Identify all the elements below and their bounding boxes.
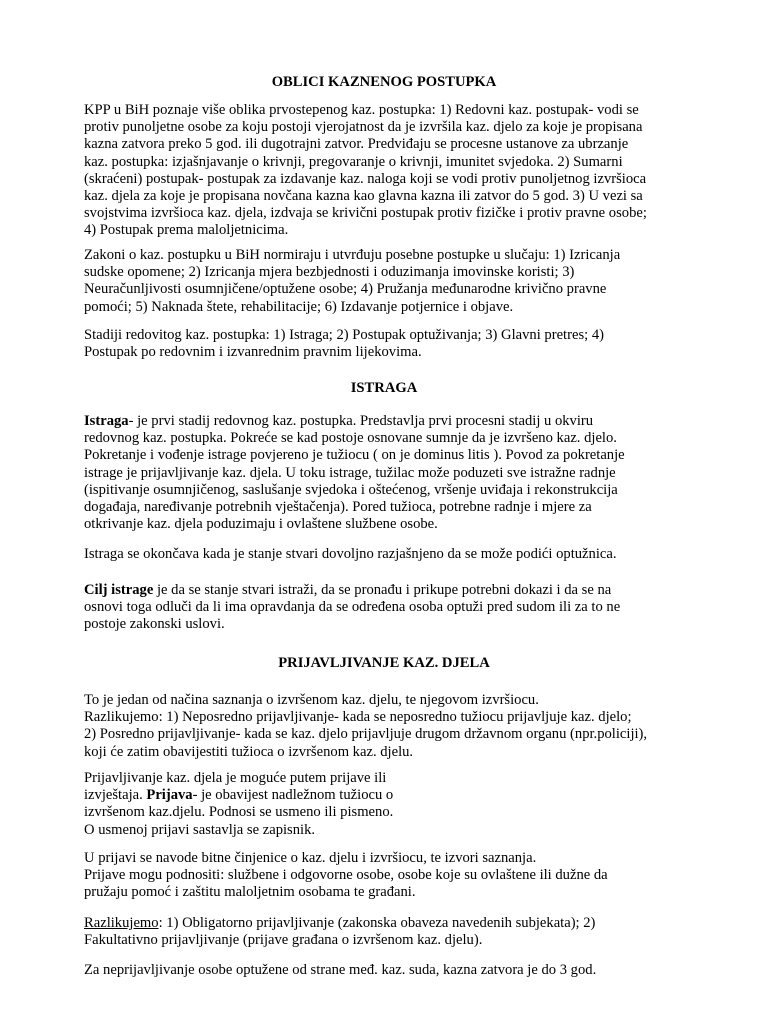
paragraph-zakoni (84, 247, 684, 316)
text-line: pomoći; 5) Naknada štete, rehabilitacije; 6) Izdavanje potjernice i objave. (84, 298, 514, 315)
text-line: koji će zatim obavijestiti tužioca o izvršenom kaz. djelu. (84, 743, 414, 760)
text-line: otkrivanje kaz. djela poduzimaju i ovlaštene službene osobe. (84, 516, 438, 533)
text-line: U prijavi se navode bitne činjenice o kaz. djelu i izvršiocu, te izvori saznanja. (84, 850, 537, 866)
heading-istraga: ISTRAGA (350, 380, 418, 396)
text-line: Prijavljivanje kaz. djela je moguće putem prijave ili (84, 770, 387, 786)
text-fragment: izvještaja. (84, 787, 147, 804)
text-line: (ispitivanje osumnjičenog, saslušanje svjedoka i oštećenog, vršenje uviđaja i rekonstrukcija (84, 481, 618, 498)
text-line: osnovi toga odluči da li ima opravdanja da se određena osoba optuži pred sudom ili za to ne (84, 599, 621, 616)
text-line: Prijave mogu podnositi: službene i odgovorne osobe, osobe koje su ovlaštene ili dužne da (84, 867, 608, 884)
text-fragment: - je obavijest nadležnom tužiocu o (192, 787, 394, 804)
paragraph-cilj (84, 582, 684, 634)
paragraph-okoncanje (84, 546, 684, 563)
term-razlikujemo: Razlikujemo (84, 915, 159, 931)
heading-oblici: OBLICI KAZNENOG POSTUPKA (271, 74, 497, 90)
text-line: O usmenoj prijavi sastavlja se zapisnik. (84, 821, 316, 838)
text-line: pružaju pomoć i zaštitu maloljetnim osobama te građani. (84, 884, 416, 901)
paragraph-stadiji (84, 327, 684, 361)
paragraph-prijava (84, 770, 684, 839)
text-line: Razlikujemo: 1) Neposredno prijavljivanje- kada se neposredno tužiocu prijavljuje kaz. djelo; (84, 709, 632, 726)
text-fragment: - je prvi stadij redovnog kaz. postupka. Predstavlja prvi procesni stadij u okviru (128, 413, 594, 429)
text-line: kaz. djela za koje je propisana novčana kazna kao glavna kazna ili zatvor do 5 god. 3) U vezi sa (84, 188, 643, 205)
text-line: događaja, naređivanje potrebnih vještačenja). Pored tužioca, potrebne radnje i mjere za (84, 499, 592, 516)
text-line: Pokretanje i vođenje istrage povjereno je tužiocu ( on je dominus litis ). Povod za pokretanje (84, 447, 625, 464)
text-line: Postupak po redovnim i izvanrednim pravnim lijekovima. (84, 344, 422, 361)
text-line: Zakoni o kaz. postupku u BiH normiraju i utvrđuju posebne postupke u slučaju: 1) Izricanja (84, 247, 621, 263)
text-line: Za neprijavljivanje osobe optužene od strane međ. kaz. suda, kazna zatvora je do 3 god. (84, 962, 597, 978)
heading-prijavljivanje: PRIJAVLJIVANJE KAZ. DJELA (278, 655, 490, 671)
paragraph-istraga (84, 413, 684, 533)
text-line: kazna zatvora preko 5 god. ili dugotrajni zatvor. Predviđaju se procesne ustanove za ubrzanje (84, 136, 629, 153)
paragraph-nacini (84, 692, 684, 761)
term-prijava: Prijava (146, 787, 193, 804)
text-line: kaz. postupka: izjašnjavanje o krivnji, pregovaranje o krivnji, imunitet svjedoka. 2) Sumarni (84, 153, 623, 170)
text-line: redovnog kaz. postupka. Pokreće se kad postoje osnovane sumnje da je izvršeno kaz. djelo. (84, 430, 617, 447)
paragraph-neprijavljivanje (84, 962, 684, 979)
text-line: Neuračunljivosti osumnjičene/optužene osobe; 4) Pružanja međunarodne krivično pravne (84, 281, 607, 298)
text-line: Istraga se okončava kada je stanje stvari dovoljno razjašnjeno da se može podići optužnica. (84, 546, 617, 562)
paragraph-razlikujemo (84, 915, 684, 949)
text-line: istrage je prijavljivanje kaz. djela. U toku istrage, tužilac može poduzeti sve istražne radnje (84, 464, 616, 481)
text-line: 2) Posredno prijavljivanje- kada se kaz. djelo prijavljuje drugom državnom organu (npr.policiji), (84, 726, 648, 743)
text-fragment: : 1) Obligatorno prijavljivanje (zakonska obaveza navedenih subjekata); 2) (158, 915, 596, 931)
term-istraga: Istraga (84, 413, 129, 429)
text-line (84, 413, 684, 430)
text-fragment: je da se stanje stvari istraži, da se pronađu i prikupe potrebni dokazi i da se na (153, 582, 612, 598)
text-line: izvršenom kaz.djelu. Podnosi se usmeno ili pismeno. (84, 804, 394, 821)
term-cilj-istrage: Cilj istrage (84, 582, 154, 598)
text-line: sudske opomene; 2) Izricanja mjera bezbjednosti i oduzimanja imovinske koristi; 3) (84, 264, 575, 281)
paragraph-oblici (84, 102, 684, 240)
paragraph-navode (84, 850, 684, 902)
text-line: To je jedan od načina saznanja o izvršenom kaz. djelu, te njegovom izvršiocu. (84, 692, 539, 708)
text-line: KPP u BiH poznaje više oblika prvostepenog kaz. postupka: 1) Redovni kaz. postupak- vodi se (84, 102, 639, 118)
text-line (84, 582, 684, 599)
text-line: protiv punoljetne osobe za koju postoji vjerojatnost da je izvršila kaz. djelo za koje je propisana (84, 119, 643, 136)
text-line: Fakultativno prijavljivanje (prijave građana o izvršenom kaz. djelu). (84, 932, 483, 949)
text-line: Stadiji redovitog kaz. postupka: 1) Istraga; 2) Postupak optuživanja; 3) Glavni pretres; 4) (84, 327, 604, 343)
text-line (84, 787, 684, 804)
text-line: svojstvima izvršioca kaz. djela, izdvaja se krivični postupak protiv fizičke i protiv pravne osobe; (84, 205, 647, 222)
text-line: 4) Postupak prema maloljetnicima. (84, 222, 289, 239)
text-line (84, 915, 684, 932)
text-line: postoje zakonski uslovi. (84, 616, 225, 633)
text-line: (skraćeni) postupak- postupak za izdavanje kaz. naloga koji se vodi protiv punoljetnog izvršioca (84, 170, 647, 187)
